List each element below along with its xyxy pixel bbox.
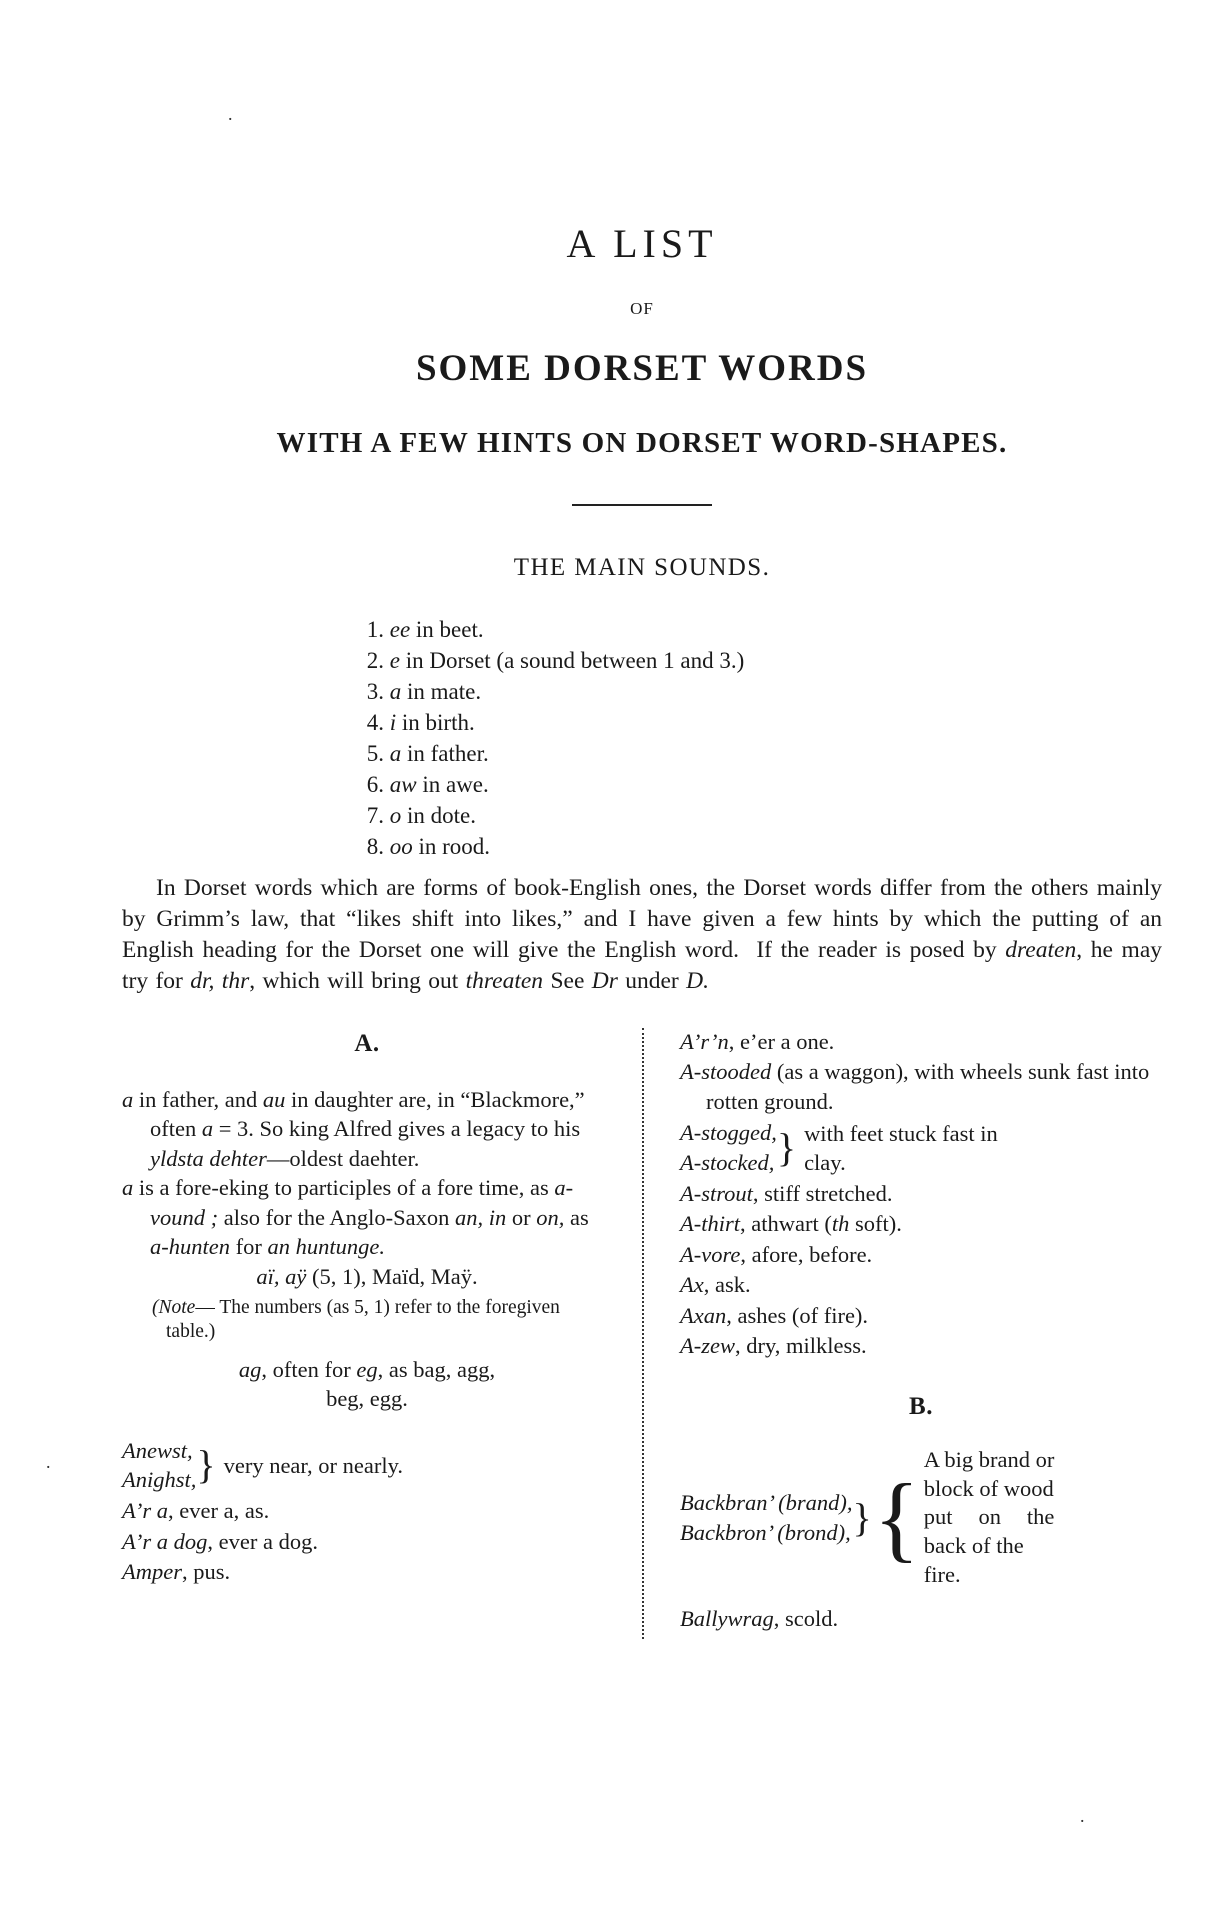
stogged-brace-entry (680, 1118, 1162, 1177)
intro-paragraph: In Dorset words which are forms of book-English ones, the Dorset words differ from the others mainly by Grimm’s law, that “likes shift into likes,” and I have given a few hints by which the putting of an English heading for the Dorset one will give the English word. If the reader is posed by dreaten, he may try for dr, thr, which will bring out threaten See Dr under D. (122, 874, 1163, 995)
definition: , stiff stretched. (752, 1180, 893, 1206)
headword: Backbran’ (brand), (680, 1490, 853, 1516)
list-item (680, 1179, 1162, 1209)
scan-speck-left: . (46, 1452, 51, 1472)
definition-line: A big brand or (923, 1446, 1055, 1472)
list-item (122, 646, 1162, 677)
sound-number: 5 . (354, 739, 384, 770)
list-item (122, 739, 1162, 770)
definition: , pus. (182, 1559, 231, 1585)
headword: A’r a (122, 1497, 169, 1523)
ag-line-2: beg, egg. (326, 1386, 408, 1412)
headword: Anighst, (122, 1467, 197, 1493)
headword: A-zew (680, 1333, 735, 1359)
brace-icon: } (196, 1442, 216, 1488)
sound-text: in father. (401, 740, 489, 766)
headword: A-stocked, (680, 1149, 775, 1175)
page-title: A LIST (566, 221, 718, 266)
column-divider (642, 1028, 644, 1640)
sound-text: in birth. (396, 710, 475, 736)
definition (924, 1446, 1055, 1590)
ag-line-1: ag, often for eg, as bag, agg, (238, 1356, 496, 1382)
headword: Anewst, (122, 1437, 193, 1463)
list-item (680, 1270, 1162, 1300)
sound-text: in awe. (416, 771, 489, 797)
list-item (122, 708, 1162, 739)
headword: A-vore (680, 1241, 741, 1267)
list-item (680, 1057, 1162, 1116)
paragraph-a-sound: a in father, and au in daughter are, in “Blackmore,” often a = 3. So king Alfred gives a legacy to his yldsta dehter—oldest daehter. (122, 1086, 585, 1171)
list-item (680, 1027, 1162, 1057)
sound-number: 4 . (354, 708, 384, 739)
brace-icon: } (852, 1494, 872, 1540)
title-subject: SOME DORSET WORDS (415, 348, 869, 389)
brace-terms (680, 1488, 852, 1547)
list-item (122, 801, 1162, 832)
sound-letter: a (389, 679, 402, 705)
headword: Ballywrag (680, 1605, 774, 1631)
sound-number: 2 . (354, 646, 384, 677)
headword: A-thirt (680, 1211, 740, 1237)
large-brace-icon: { (873, 1464, 920, 1572)
sound-letter: oo (389, 833, 413, 859)
list-item (122, 677, 1162, 708)
horizontal-rule (572, 504, 712, 506)
headword: A’r’n (680, 1028, 729, 1054)
list-item (680, 1301, 1162, 1331)
definition: (as a waggon), with wheels sunk fast into rotten ground. (706, 1059, 1150, 1114)
list-item (680, 1331, 1162, 1361)
sound-number: 8 . (354, 832, 384, 863)
definition-line: back of the (923, 1533, 1024, 1559)
scan-speck-top: . (228, 104, 233, 124)
anewst-brace-entry (122, 1436, 612, 1495)
sound-text: in mate. (401, 679, 482, 705)
sound-text: in beet. (410, 617, 484, 643)
right-column (642, 1026, 1162, 1634)
brace-icon: } (776, 1124, 797, 1170)
title-subtitle: WITH A FEW HINTS ON DORSET WORD-SHAPES. (276, 427, 1008, 459)
headword: A-stooded (680, 1059, 772, 1085)
definition: , dry, milkless. (735, 1333, 867, 1359)
headword: Backbron’ (brond), (680, 1519, 851, 1545)
left-column (122, 1026, 642, 1634)
list-item (122, 615, 1162, 646)
main-sounds-list (122, 615, 1162, 862)
headword: Amper (122, 1559, 182, 1585)
definition: , ashes (of fire). (726, 1302, 869, 1328)
letter-heading-a: A. (354, 1029, 380, 1057)
sound-number: 3 . (354, 677, 384, 708)
sound-text: in Dorset (a sound between 1 and 3.) (399, 648, 745, 674)
list-item (680, 1240, 1162, 1270)
definition-line: fire. (923, 1562, 961, 1588)
backbran-brace-entry (680, 1446, 1162, 1590)
headword: A-strout (680, 1180, 753, 1206)
headword: A’r a dog (122, 1528, 208, 1554)
section-heading: THE MAIN SOUNDS. (513, 554, 771, 581)
list-item (122, 1496, 612, 1526)
brace-terms (122, 1436, 196, 1495)
definition: , afore, before. (740, 1241, 873, 1267)
sound-letter: aw (389, 771, 417, 797)
sound-number: 1 . (354, 615, 384, 646)
definition (798, 1119, 998, 1178)
sound-letter: i (389, 710, 397, 736)
definition: , ask. (703, 1272, 751, 1298)
headword: Axan (680, 1302, 727, 1328)
letter-heading-b: B. (909, 1392, 933, 1420)
paragraph-a-foreeking: a is a fore-eking to participles of a fore time, as a-vound ; also for the Anglo-Saxon an, in or on, as a-hunten for an huntunge. (122, 1175, 589, 1260)
definition: , ever a dog. (207, 1528, 318, 1554)
sound-letter: ee (389, 617, 411, 643)
sound-number: 6 . (354, 770, 384, 801)
glossary-columns (122, 1026, 1162, 1634)
definition: , ever a, as. (168, 1497, 270, 1523)
list-item (680, 1209, 1162, 1239)
definition-line: put on the (923, 1504, 1055, 1530)
definition: , scold. (773, 1605, 839, 1631)
ai-ay-line: aï, aÿ (5, 1), Maïd, Maÿ. (256, 1263, 478, 1289)
sound-letter: e (389, 648, 400, 674)
scan-speck-bottom: . (1080, 1806, 1085, 1826)
list-item (680, 1604, 1162, 1634)
headword: A-stogged, (680, 1120, 777, 1146)
list-item (122, 832, 1162, 863)
sound-letter: a (389, 740, 402, 766)
definition-line: clay. (804, 1149, 846, 1175)
page-content (122, 150, 1162, 1633)
brace-terms (680, 1118, 777, 1177)
definition: very near, or nearly. (223, 1452, 404, 1478)
sound-letter: o (389, 802, 402, 828)
definition-line: block of wood (923, 1475, 1054, 1501)
definition: , athwart (th soft). (740, 1211, 902, 1237)
table-note: (Note— The numbers (as 5, 1) refer to the foregiven table.) (152, 1296, 560, 1343)
list-item (122, 770, 1162, 801)
headword: Ax (680, 1272, 704, 1298)
sound-text: in rood. (412, 833, 491, 859)
list-item (122, 1557, 612, 1587)
definition: , e’er a one. (728, 1028, 835, 1054)
title-of-line: OF (630, 299, 654, 318)
sound-number: 7 . (354, 801, 384, 832)
list-item (122, 1527, 612, 1557)
sound-text: in dote. (401, 802, 476, 828)
definition-line: with feet stuck fast in (804, 1120, 998, 1146)
